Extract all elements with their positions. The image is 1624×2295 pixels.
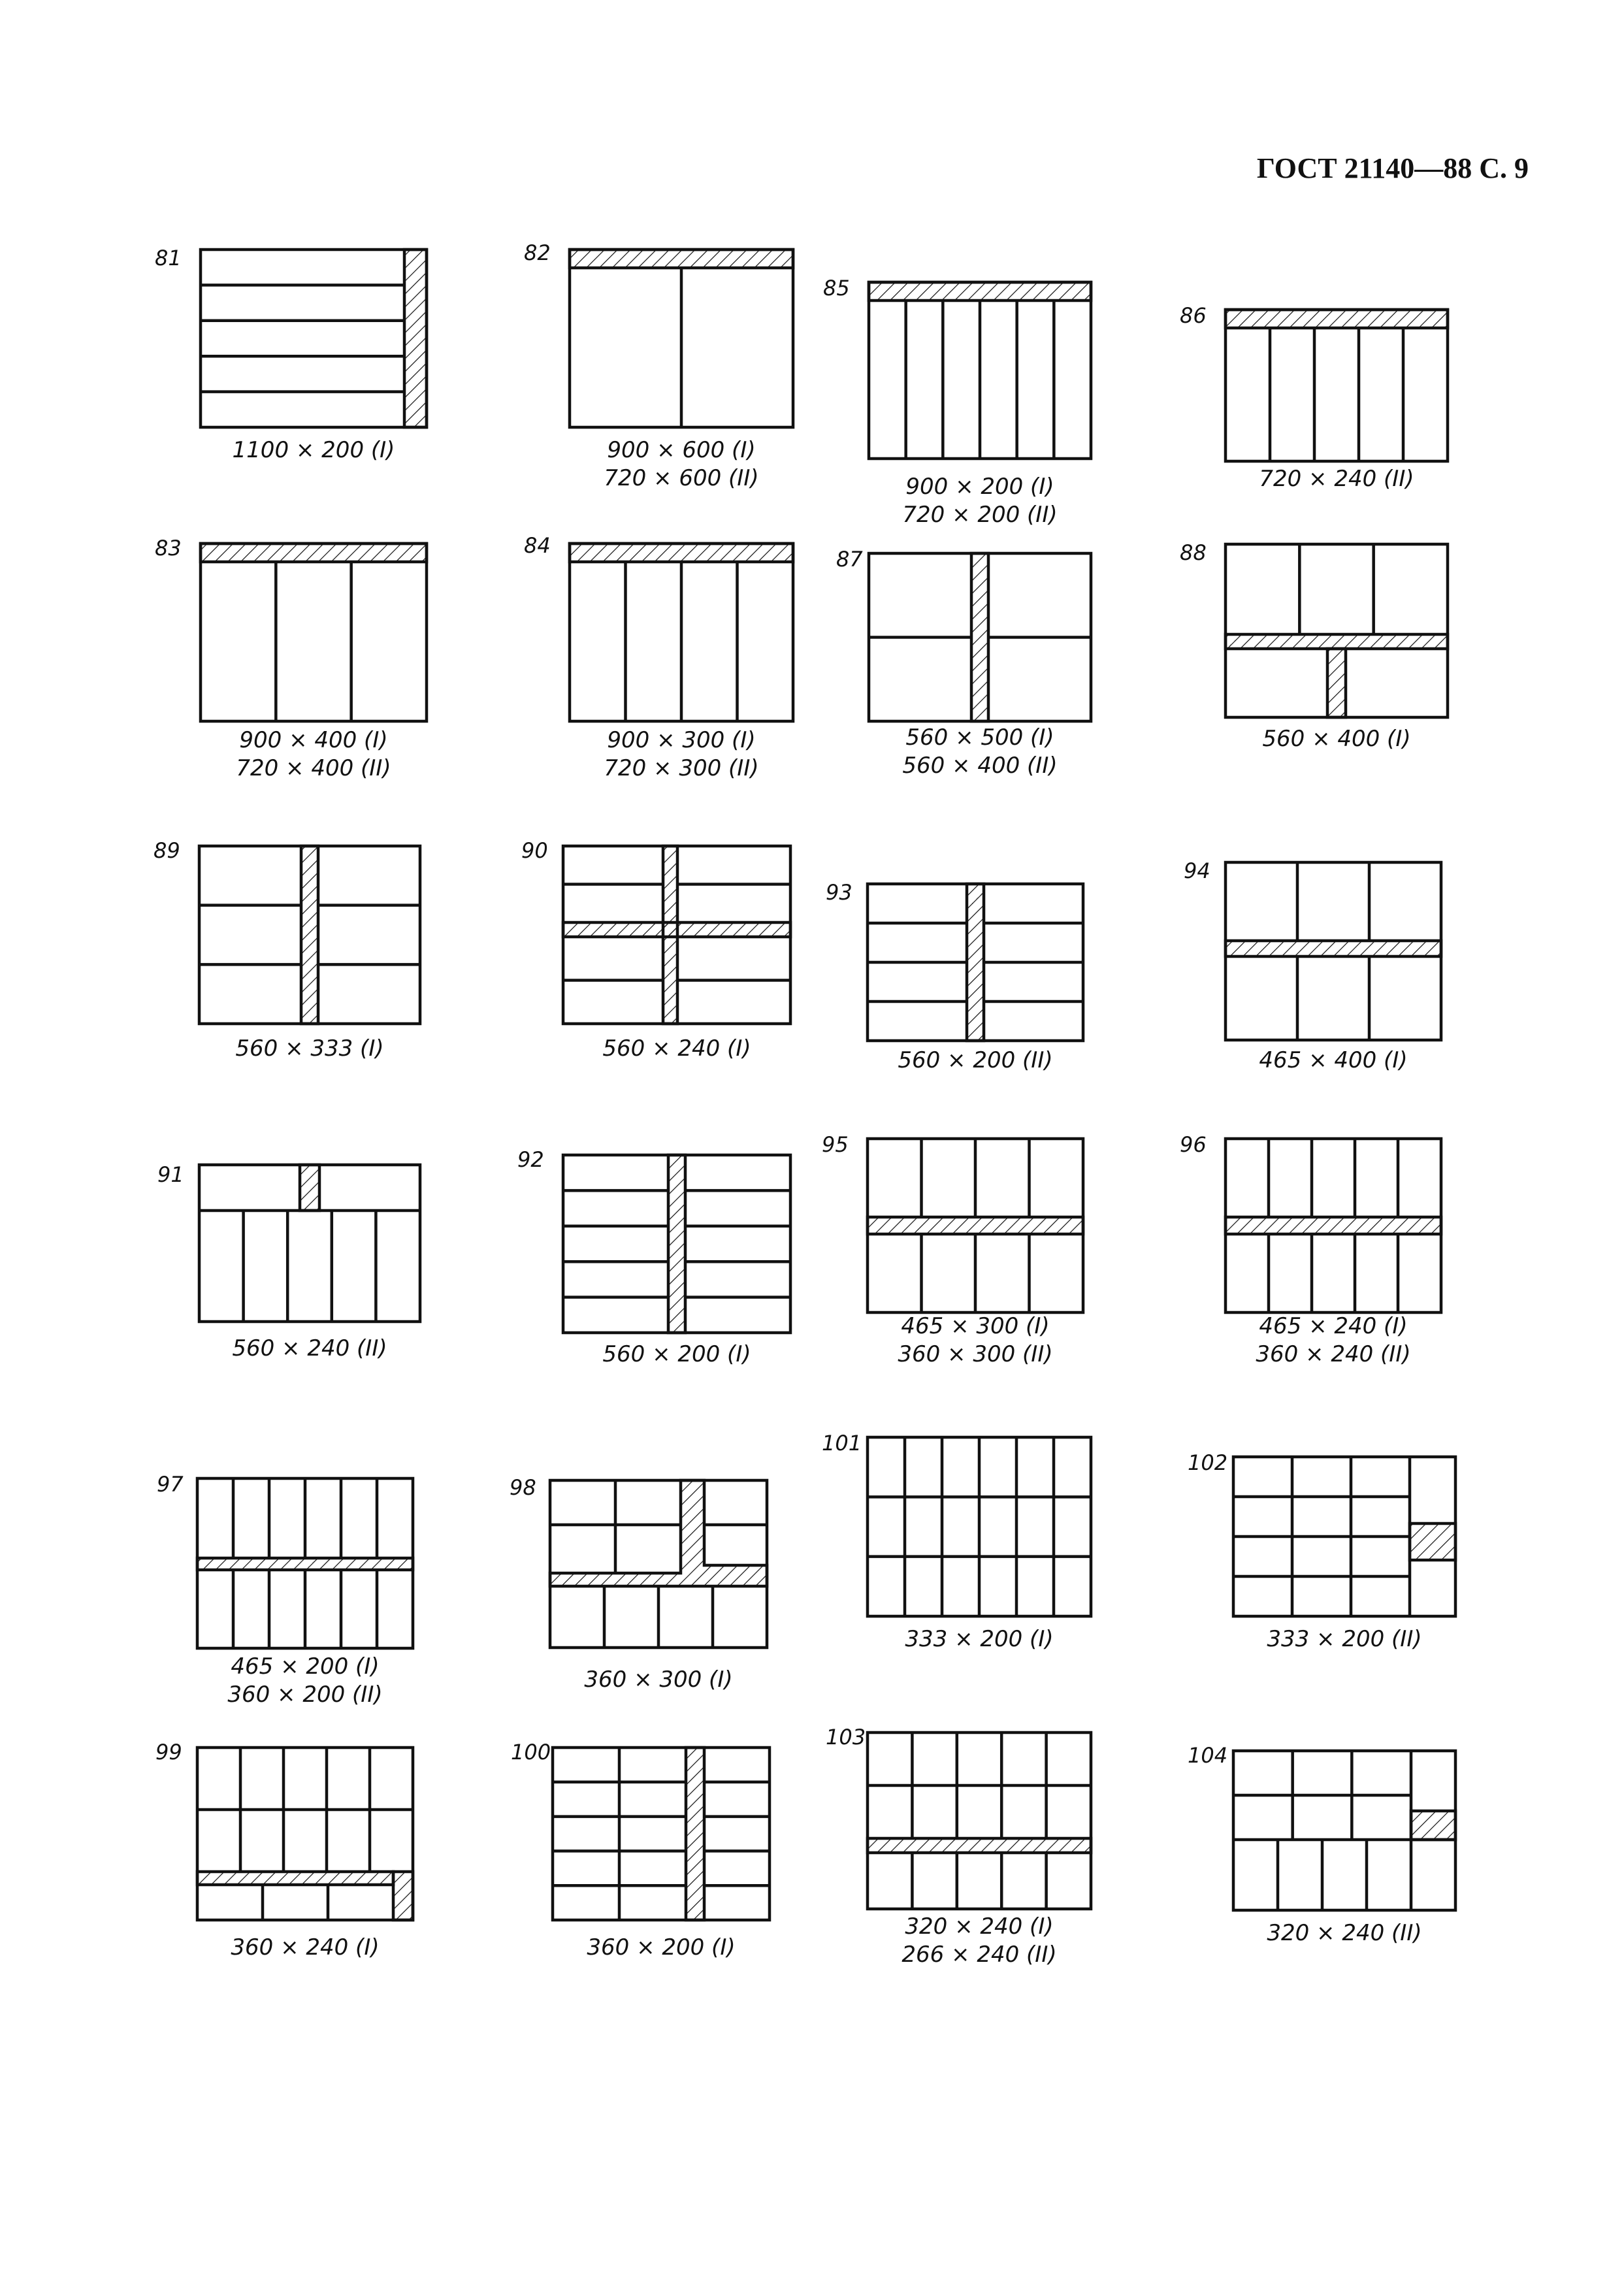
scheme-88 (1226, 544, 1448, 717)
scheme-87 (869, 553, 1091, 721)
scheme-99 (197, 1748, 413, 1920)
page-header: ГОСТ 21140—88 С. 9 (1256, 152, 1529, 184)
scheme-101 (868, 1437, 1091, 1616)
figure-number: 87 (836, 547, 863, 572)
scheme-92 (563, 1155, 790, 1333)
figure-caption: 560 × 333 (I) (235, 1035, 384, 1062)
figure-caption: 360 × 300 (I) (584, 1667, 733, 1693)
figure-number: 85 (823, 276, 850, 301)
figure-caption: 333 × 200 (II) (1267, 1626, 1422, 1652)
scheme-96 (1226, 1139, 1441, 1312)
figure-number: 81 (155, 246, 182, 270)
figure-number: 100 (511, 1740, 551, 1765)
figure-caption: 360 × 200 (I) (587, 1934, 736, 1961)
figure-number: 95 (822, 1132, 849, 1157)
figure-number: 89 (154, 838, 180, 863)
figure-number: 101 (822, 1431, 862, 1456)
scheme-81 (201, 250, 427, 427)
scheme-91 (199, 1165, 420, 1322)
scheme-98 (550, 1480, 767, 1648)
figure-number: 97 (157, 1472, 184, 1497)
figure-number: 84 (524, 533, 551, 558)
figure-number: 92 (517, 1147, 544, 1172)
figure-caption: 560 × 240 (I) (602, 1035, 751, 1062)
figure-number: 86 (1180, 303, 1207, 328)
figure-number: 99 (155, 1740, 182, 1765)
figure-caption: 720 × 300 (II) (604, 755, 759, 781)
figure-number: 91 (157, 1162, 184, 1187)
figure-caption: 360 × 200 (II) (227, 1682, 383, 1708)
figure-caption: 900 × 300 (I) (607, 727, 756, 753)
figure-caption: 320 × 240 (I) (905, 1913, 1054, 1940)
figure-caption: 720 × 400 (II) (236, 755, 391, 781)
figure-caption: 360 × 240 (I) (231, 1934, 380, 1961)
figure-number: 93 (826, 880, 853, 905)
figure-caption: 1100 × 200 (I) (232, 437, 395, 463)
figure-number: 103 (826, 1725, 866, 1750)
figure-number: 96 (1180, 1132, 1207, 1157)
scheme-89 (199, 846, 420, 1024)
figure-number: 98 (510, 1475, 536, 1500)
figure-caption: 360 × 300 (II) (898, 1341, 1053, 1367)
figure-number: 88 (1180, 540, 1207, 565)
figure-caption: 560 × 200 (I) (602, 1341, 751, 1367)
figure-caption: 465 × 400 (I) (1259, 1047, 1408, 1073)
figure-caption: 360 × 240 (II) (1256, 1341, 1411, 1367)
scheme-95 (868, 1139, 1083, 1312)
figure-caption: 900 × 400 (I) (239, 727, 388, 753)
figure-number: 83 (155, 536, 182, 561)
scheme-102 (1233, 1457, 1455, 1616)
scheme-94 (1226, 862, 1441, 1040)
scheme-82 (570, 250, 793, 427)
figure-caption: 465 × 200 (I) (231, 1653, 380, 1680)
figure-number: 94 (1184, 858, 1210, 883)
scheme-97 (197, 1478, 413, 1648)
figure-caption: 900 × 200 (I) (905, 474, 1054, 500)
figure-caption: 333 × 200 (I) (905, 1626, 1054, 1652)
scheme-84 (570, 544, 793, 721)
scheme-93 (868, 884, 1083, 1041)
figure-number: 104 (1188, 1743, 1228, 1768)
figure-caption: 465 × 300 (I) (901, 1313, 1050, 1339)
figure-caption: 560 × 240 (II) (232, 1335, 387, 1361)
scheme-104 (1233, 1751, 1455, 1910)
figure-number: 102 (1188, 1450, 1228, 1475)
figure-caption: 266 × 240 (II) (901, 1942, 1057, 1968)
figure-caption: 720 × 600 (II) (604, 465, 759, 491)
scheme-85 (869, 282, 1091, 459)
figure-caption: 560 × 500 (I) (905, 724, 1054, 751)
figure-caption: 720 × 200 (II) (902, 502, 1058, 528)
scheme-103 (868, 1733, 1091, 1909)
figure-number: 82 (524, 240, 551, 265)
figure-number: 90 (521, 838, 548, 863)
figure-caption: 560 × 400 (I) (1262, 726, 1411, 752)
scheme-90 (563, 846, 790, 1024)
scheme-86 (1226, 310, 1448, 461)
scheme-83 (201, 544, 427, 721)
figure-caption: 320 × 240 (II) (1267, 1920, 1422, 1946)
figure-caption: 900 × 600 (I) (607, 437, 756, 463)
scheme-100 (553, 1748, 770, 1920)
figure-caption: 465 × 240 (I) (1259, 1313, 1408, 1339)
figure-caption: 560 × 200 (II) (898, 1047, 1053, 1073)
figure-caption: 560 × 400 (II) (902, 753, 1058, 779)
figure-caption: 720 × 240 (II) (1259, 466, 1414, 492)
